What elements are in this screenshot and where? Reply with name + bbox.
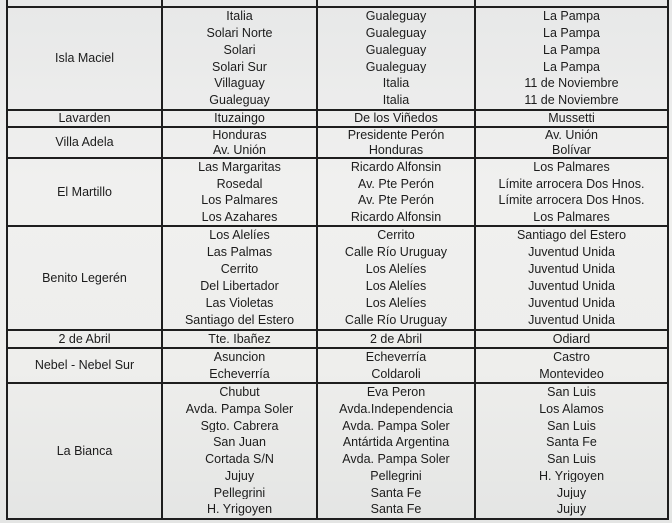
hasta-list <box>479 227 664 329</box>
header-cell <box>162 0 317 7</box>
desde-item: Echeverría <box>365 351 427 364</box>
table-row <box>7 110 668 127</box>
desde-item: Los Alelíes <box>365 263 427 276</box>
table-row <box>7 7 668 110</box>
desde-item: Gualeguay <box>365 10 427 23</box>
hasta-item: Juventud Unida <box>528 263 615 276</box>
desde-list <box>321 331 471 347</box>
hasta-item: La Pampa <box>543 43 600 57</box>
calle-item: Gualeguay <box>209 94 270 107</box>
hasta-list <box>479 159 664 225</box>
header-cell <box>7 0 162 7</box>
hasta-item: Av. Unión <box>544 129 599 142</box>
desde-item: Avda. Pampa Soler <box>342 419 450 433</box>
calle-item: Honduras <box>212 129 267 142</box>
calle-item: San Juan <box>213 436 266 449</box>
hasta-cell <box>475 383 668 519</box>
calle-cell <box>162 348 317 383</box>
header-cell <box>317 0 475 7</box>
hasta-list <box>479 128 664 157</box>
desde-item: Gualeguay <box>365 43 427 57</box>
desde-list <box>321 111 471 126</box>
hasta-item: La Pampa <box>543 10 600 23</box>
barrio-name: Isla Maciel <box>54 51 115 66</box>
desde-cell <box>317 110 475 127</box>
calle-item: Avda. Pampa Soler <box>185 402 294 416</box>
desde-item: Honduras <box>368 143 424 156</box>
desde-item: Calle Río Uruguay <box>344 314 448 327</box>
barrio-name: Benito Legerén <box>42 270 127 285</box>
desde-cell <box>317 127 475 158</box>
hasta-cell <box>475 127 668 158</box>
table-row <box>7 330 668 348</box>
calle-cell <box>162 383 317 519</box>
hasta-list <box>479 8 664 109</box>
calle-list <box>166 128 313 157</box>
calle-item: Sgto. Cabrera <box>200 419 279 433</box>
barrio-name: El Martillo <box>57 184 112 199</box>
calle-cell <box>162 7 317 110</box>
hasta-cell <box>475 226 668 330</box>
hasta-item: Bolívar <box>552 143 591 156</box>
desde-item: Coldaroli <box>371 367 421 380</box>
hasta-item: San Luis <box>547 386 596 399</box>
desde-item: Gualeguay <box>365 60 427 74</box>
desde-item: Ricardo Alfonsin <box>350 210 442 223</box>
calle-item: Tte. Ibañez <box>208 332 271 346</box>
hasta-item: Castro <box>553 351 590 364</box>
calle-list <box>166 8 313 109</box>
calle-item: Asuncion <box>213 351 266 364</box>
desde-item: Avda. Pampa Soler <box>342 453 450 466</box>
hasta-item: San Luis <box>547 419 596 433</box>
desde-cell <box>317 383 475 519</box>
desde-item: Presidente Perón <box>347 129 445 142</box>
table-row <box>7 348 668 383</box>
hasta-item: Santiago del Estero <box>516 229 627 242</box>
calle-item: Rosedal <box>216 177 263 190</box>
desde-item: Santa Fe <box>370 486 422 500</box>
desde-item: Los Alelíes <box>365 297 427 310</box>
barrio-name: La Bianca <box>56 443 113 458</box>
hasta-list <box>479 384 664 518</box>
hasta-item: San Luis <box>547 453 596 466</box>
barrio-cell <box>7 110 162 127</box>
desde-item: Ricardo Alfonsin <box>350 161 442 174</box>
hasta-item: Los Alamos <box>539 402 604 416</box>
desde-cell <box>317 158 475 226</box>
hasta-cell <box>475 110 668 127</box>
hasta-cell <box>475 7 668 110</box>
hasta-item: H. Yrigoyen <box>538 469 605 483</box>
calle-cell <box>162 158 317 226</box>
hasta-item: Juventud Unida <box>528 314 615 327</box>
desde-cell <box>317 226 475 330</box>
hasta-item: Límite arrocera Dos Hnos. <box>498 177 645 190</box>
calle-list <box>166 384 313 518</box>
hasta-item: La Pampa <box>543 60 600 74</box>
desde-list <box>321 8 471 109</box>
table-header-row-cut <box>7 0 668 7</box>
calle-item: H. Yrigoyen <box>206 503 273 516</box>
barrio-cell <box>7 158 162 226</box>
streets-table-body <box>7 0 668 519</box>
calle-item: Echeverría <box>209 367 270 380</box>
calle-item: Los Palmares <box>201 194 278 207</box>
calle-item: Solari Norte <box>206 26 273 40</box>
desde-item: Av. Pte Perón <box>358 194 434 207</box>
desde-list <box>321 384 471 518</box>
desde-list <box>321 128 471 157</box>
hasta-item: Los Palmares <box>533 161 610 174</box>
calle-list <box>166 159 313 225</box>
hasta-cell <box>475 330 668 348</box>
calle-cell <box>162 226 317 330</box>
table-row <box>7 226 668 330</box>
desde-item: Cerrito <box>377 229 415 242</box>
calle-item: Santiago del Estero <box>184 314 295 327</box>
hasta-list <box>479 111 664 126</box>
calle-item: Las Palmas <box>206 246 273 259</box>
hasta-item: Montevideo <box>539 367 604 380</box>
desde-list <box>321 349 471 382</box>
calle-item: Av. Unión <box>212 143 267 156</box>
calle-item: Del Libertador <box>200 280 279 293</box>
barrio-name: Villa Adela <box>55 135 114 150</box>
hasta-item: Juventud Unida <box>528 246 615 259</box>
hasta-list <box>479 349 664 382</box>
hasta-item: Jujuy <box>556 486 587 500</box>
hasta-item: Jujuy <box>556 503 587 516</box>
calle-item: Las Margaritas <box>198 161 281 174</box>
desde-cell <box>317 348 475 383</box>
hasta-item: Santa Fe <box>546 436 597 449</box>
hasta-item: Odiard <box>552 332 591 346</box>
calle-item: Las Violetas <box>205 297 274 310</box>
calle-item: Villaguay <box>214 77 265 90</box>
barrio-cell <box>7 127 162 158</box>
calle-item: Pellegrini <box>213 486 266 500</box>
desde-item: Los Alelíes <box>365 280 427 293</box>
calle-cell <box>162 330 317 348</box>
barrio-name: 2 de Abril <box>58 331 111 346</box>
barrio-cell <box>7 226 162 330</box>
streets-table <box>6 0 669 520</box>
hasta-item: 11 de Noviembre <box>524 94 619 107</box>
calle-item: Italia <box>226 10 253 23</box>
desde-item: Pellegrini <box>370 469 422 483</box>
hasta-cell <box>475 348 668 383</box>
hasta-item: Límite arrocera Dos Hnos. <box>498 194 645 207</box>
calle-list <box>166 349 313 382</box>
calle-item: Cortada S/N <box>205 453 274 466</box>
calle-item: Cerrito <box>220 263 259 276</box>
header-cell <box>475 0 668 7</box>
calle-list <box>166 111 313 126</box>
calle-cell <box>162 110 317 127</box>
desde-list <box>321 159 471 225</box>
barrio-cell <box>7 383 162 519</box>
desde-item: Italia <box>382 77 410 90</box>
desde-item: Santa Fe <box>370 503 422 516</box>
barrio-cell <box>7 348 162 383</box>
hasta-item: Los Palmares <box>533 210 610 223</box>
desde-item: 2 de Abril <box>369 332 423 346</box>
calle-item: Solari Sur <box>212 60 267 74</box>
barrio-name: Lavarden <box>58 111 111 126</box>
calle-list <box>166 331 313 347</box>
desde-item: Av. Pte Perón <box>358 177 434 190</box>
desde-item: Eva Peron <box>366 386 426 399</box>
desde-item: Calle Río Uruguay <box>344 246 448 259</box>
desde-cell <box>317 7 475 110</box>
hasta-item: Juventud Unida <box>528 297 615 310</box>
calle-item: Jujuy <box>224 469 255 483</box>
calle-item: Solari <box>223 43 256 57</box>
desde-list <box>321 227 471 329</box>
desde-item: Avda.Independencia <box>339 402 453 416</box>
hasta-cell <box>475 158 668 226</box>
hasta-item: La Pampa <box>543 26 600 40</box>
calle-item: Los Azahares <box>201 210 278 223</box>
hasta-item: Mussetti <box>548 112 595 125</box>
calle-item: Ituzaingo <box>214 112 265 125</box>
hasta-item: Juventud Unida <box>528 280 615 293</box>
calle-item: Chubut <box>219 386 260 399</box>
desde-cell <box>317 330 475 348</box>
table-row <box>7 127 668 158</box>
barrio-name: Nebel - Nebel Sur <box>34 358 135 373</box>
table-row <box>7 383 668 519</box>
desde-item: De los Viñedos <box>354 112 438 125</box>
table-row <box>7 158 668 226</box>
desde-item: Gualeguay <box>365 26 427 40</box>
calle-cell <box>162 127 317 158</box>
desde-item: Italia <box>382 94 410 107</box>
hasta-list <box>479 331 664 347</box>
hasta-item: 11 de Noviembre <box>524 77 619 90</box>
desde-item: Antártida Argentina <box>342 436 450 449</box>
calle-item: Los Alelíes <box>209 229 270 242</box>
barrio-cell <box>7 330 162 348</box>
calle-list <box>166 227 313 329</box>
barrio-cell <box>7 7 162 110</box>
